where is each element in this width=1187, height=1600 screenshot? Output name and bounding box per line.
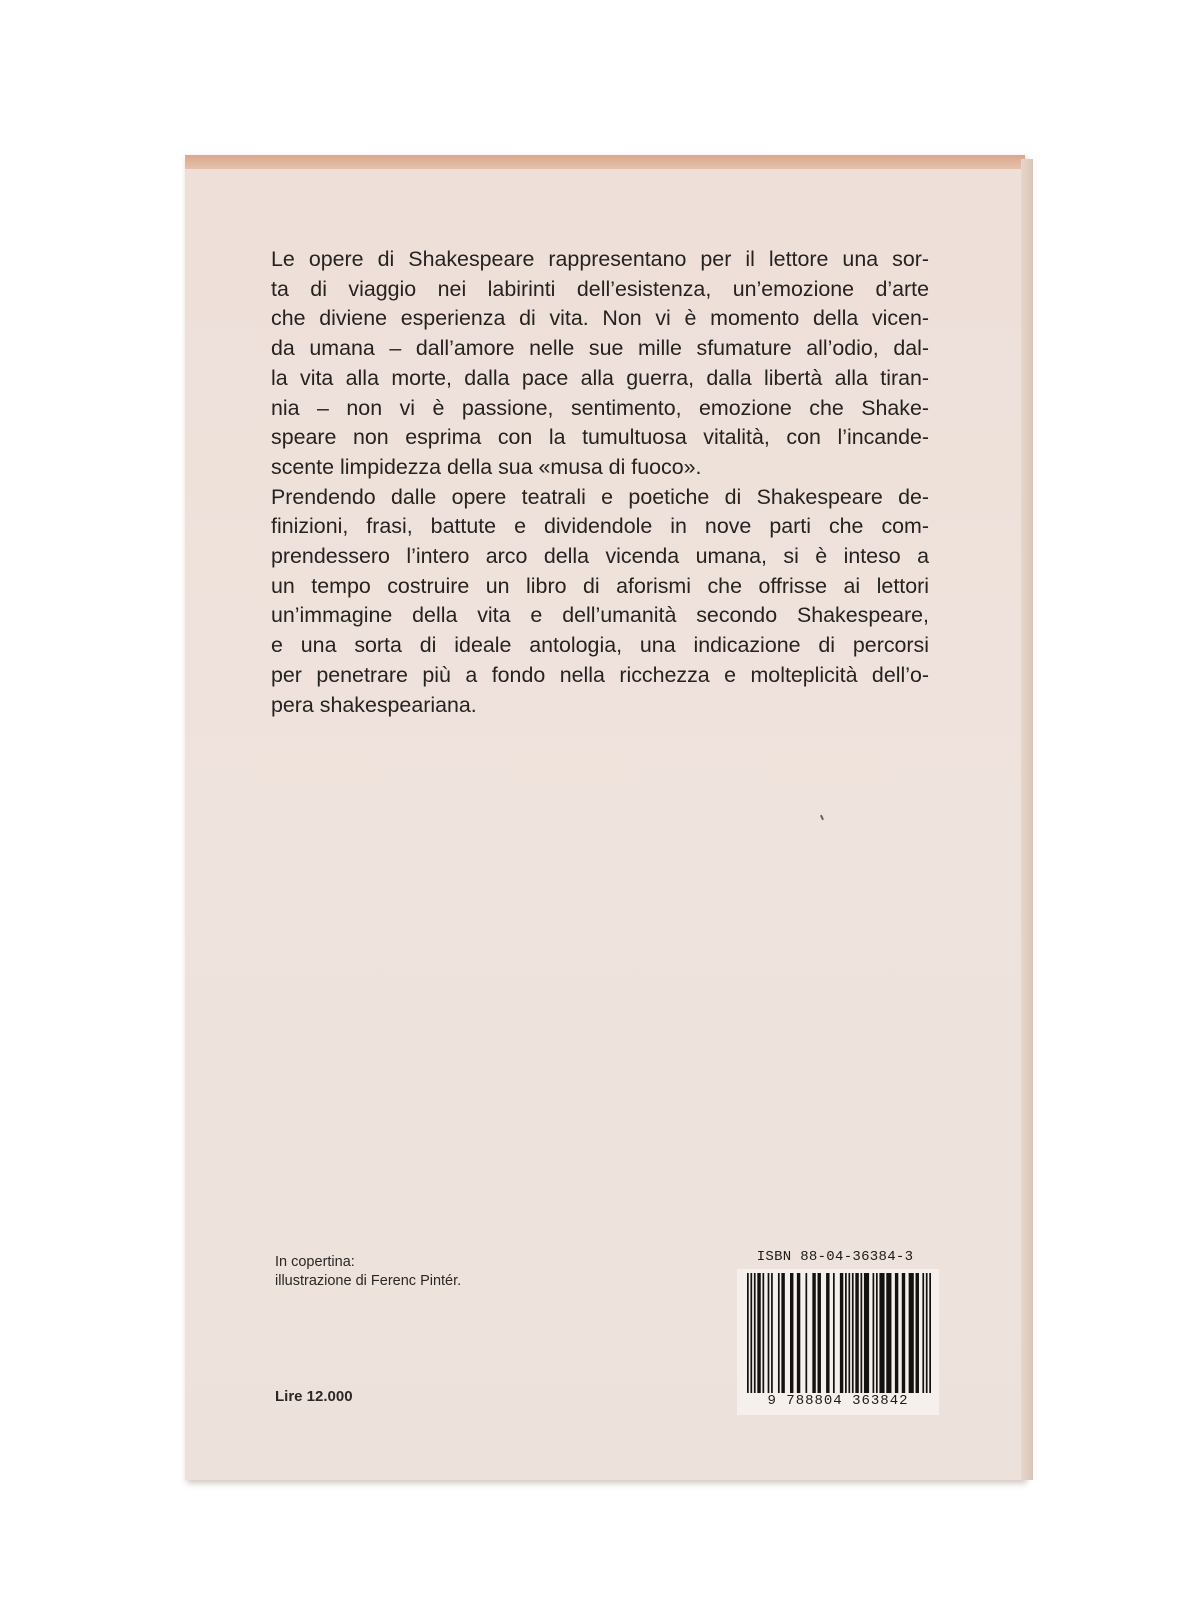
barcode-bar — [790, 1273, 793, 1393]
barcode-bar — [754, 1273, 756, 1393]
book-page-edge — [1021, 159, 1033, 1480]
barcode-bar — [797, 1273, 800, 1393]
blurb-line: prendessero l’intero arco della vicenda umana, si è inteso a — [271, 544, 929, 569]
barcode-bar — [833, 1273, 835, 1393]
blurb-line: un’immagine della vita e dell’umanità secondo Shakespeare, — [271, 603, 929, 628]
barcode-bar — [886, 1273, 891, 1393]
blurb-line: e una sorta di ideale antologia, una indicazione di percorsi — [271, 633, 929, 658]
barcode-bar — [848, 1273, 850, 1393]
blurb-line: speare non esprima con la tumultuosa vitalità, con l’incande- — [271, 425, 929, 450]
blurb-line: pera shakespeariana. — [271, 692, 477, 717]
barcode-bar — [781, 1273, 784, 1393]
barcode-bar — [864, 1273, 869, 1393]
barcode-bar — [771, 1273, 773, 1393]
blurb-line: scente limpidezza della sua «musa di fuoco». — [271, 454, 702, 479]
barcode-number: 9 788804 363842 — [767, 1393, 909, 1409]
blurb-line: Prendendo dalle opere teatrali e poetiche di Shakespeare de- — [271, 484, 929, 509]
cover-credit-illustrator: illustrazione di Ferenc Pintér. — [275, 1273, 462, 1289]
cover-credit — [275, 1253, 461, 1291]
barcode-bar — [826, 1273, 829, 1393]
blurb-line: un tempo costruire un libro di aforismi che offrisse ai lettori — [271, 573, 929, 598]
blurb-text — [271, 245, 929, 720]
barcode-bar — [852, 1273, 854, 1393]
barcode-bar — [747, 1273, 749, 1393]
barcode-bar — [778, 1273, 780, 1393]
isbn-text: ISBN 88-04-36384-3 — [756, 1249, 914, 1265]
blurb-line: Le opere di Shakespeare rappresentano per il lettore una sor- — [271, 247, 929, 271]
cover-credit-label: In copertina: — [275, 1254, 355, 1270]
barcode-bar — [818, 1273, 821, 1393]
barcode-bar — [845, 1273, 847, 1393]
barcode-bar — [768, 1273, 770, 1393]
blurb-line: la vita alla morte, dalla pace alla guerra, dalla libertà alla tiran- — [271, 365, 929, 390]
book-top-edge — [185, 155, 1025, 169]
barcode-bar — [929, 1273, 931, 1393]
barcode-bar — [757, 1273, 760, 1393]
blurb-line: da umana – dall’amore nelle sue mille sfumature all’odio, dal- — [271, 336, 929, 361]
blurb-line: che diviene esperienza di vita. Non vi è momento della vicen- — [271, 306, 929, 331]
barcode-bar — [861, 1273, 863, 1393]
paper-speck — [820, 815, 824, 820]
barcode-bar — [879, 1273, 884, 1393]
blurb-line: per penetrare più a fondo nella ricchezza e molteplicità dell’o- — [271, 662, 929, 687]
blurb-line: nia – non vi è passione, sentimento, emozione che Shake- — [271, 395, 929, 420]
barcode-bar — [762, 1273, 764, 1393]
blurb-line: finizioni, frasi, battute e dividendole in nove parti che com- — [271, 514, 929, 539]
barcode-bar — [873, 1273, 875, 1393]
barcode-bar — [902, 1273, 905, 1393]
barcode-bar — [876, 1273, 878, 1393]
barcode-area — [737, 1269, 939, 1415]
barcode-bar — [922, 1273, 924, 1393]
blurb-line: ta di viaggio nei labirinti dell’esistenza, un’emozione d’arte — [271, 276, 929, 301]
barcode-bar — [750, 1273, 752, 1393]
barcode-bar — [840, 1273, 843, 1393]
barcode-bar — [895, 1273, 898, 1393]
barcode-bar — [916, 1273, 919, 1393]
price-label: Lire 12.000 — [275, 1388, 353, 1405]
barcode-icon — [747, 1273, 931, 1393]
barcode-bar — [909, 1273, 914, 1393]
barcode-bar — [812, 1273, 815, 1393]
book-back-cover — [185, 155, 1025, 1480]
barcode-bar — [855, 1273, 858, 1393]
barcode-bar — [805, 1273, 807, 1393]
barcode-bar — [926, 1273, 928, 1393]
